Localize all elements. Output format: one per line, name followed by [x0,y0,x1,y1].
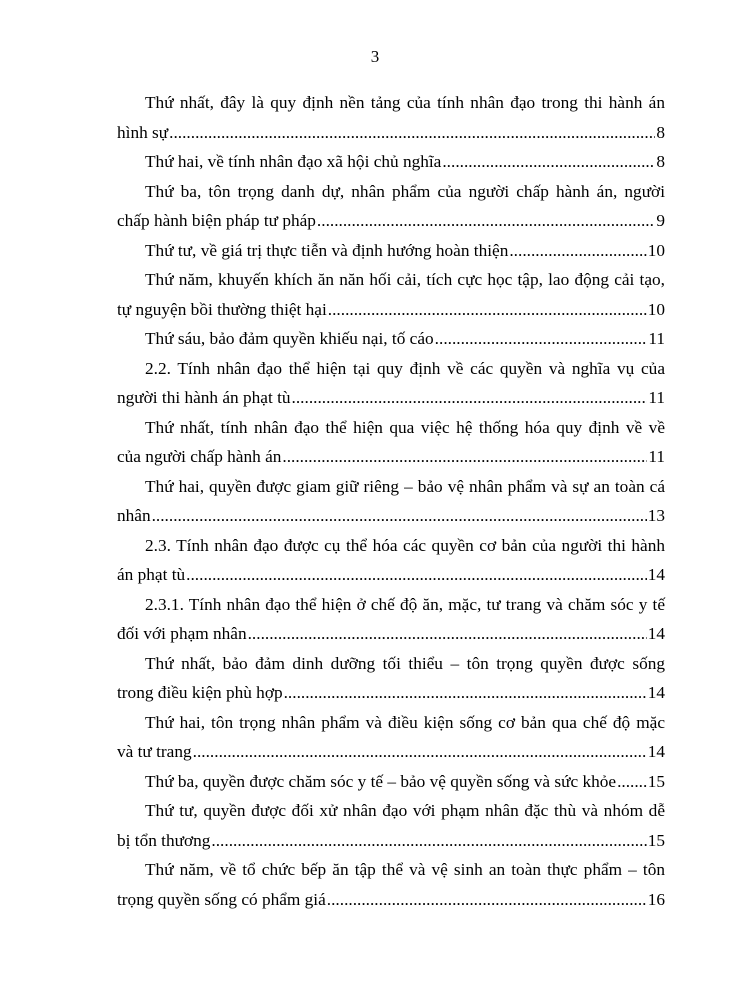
dot-leader [248,619,647,649]
toc-page-number: 15 [647,830,665,850]
toc-page-number: 11 [648,447,665,466]
toc-entry-text: Thứ sáu, bảo đảm quyền khiếu nại, tố cáo [145,329,434,348]
toc-entry-text: của người chấp hành án [117,447,282,466]
dot-leader [169,118,655,148]
toc-entry-text: 2.2. Tính nhân đạo thể hiện tại quy định về các quyền và nghĩa vụ của [145,358,665,378]
toc-page-number: 14 [647,624,665,643]
toc-entry-text: Thứ nhất, tính nhân đạo thể hiện qua việc hệ thống hóa quy định về về [145,417,665,437]
toc-entry-text: bị tổn thương [117,830,211,850]
toc-entry[interactable] [117,177,665,236]
toc-entry[interactable] [117,265,665,324]
dot-leader [435,324,648,354]
page-number: 3 [370,47,380,66]
toc-entry-text: hình sự [117,122,169,142]
dot-leader [211,826,646,856]
toc-page-number: 13 [647,506,665,525]
toc-entry[interactable] [117,796,665,855]
toc-entry[interactable] [117,413,665,472]
toc-entry-text: Thứ tư, về giá trị thực tiễn và định hướng hoàn thiện [145,240,509,260]
dot-leader [442,147,655,177]
toc-entry-text: 2.3.1. Tính nhân đạo thể hiện ở chế độ ăn, mặc, tư trang và chăm sóc y tế [145,594,665,614]
toc-entry-text: Thứ ba, tôn trọng danh dự, nhân phẩm của người chấp hành án, người [145,181,665,201]
toc-page-number: 14 [647,683,665,702]
toc-entry-text: trong điều kiện phù hợp [117,683,283,702]
toc-entry[interactable] [117,236,665,266]
toc-entry-text: Thứ năm, về tổ chức bếp ăn tập thể và vệ sinh an toàn thực phẩm – tôn [145,860,665,879]
toc-entry[interactable] [117,354,665,413]
dot-leader [152,501,647,531]
toc-page-number: 9 [656,211,665,230]
toc-entry-text: án phạt tù [117,565,186,584]
toc-entry-text: nhân [117,506,151,525]
toc-entry[interactable] [117,649,665,708]
toc-entry-text: tự nguyện bồi thường thiệt hại [117,299,327,319]
toc-entry-text: người thi hành án phạt tù [117,388,291,407]
toc-entry-text: và tư trang [117,742,192,761]
dot-leader [317,206,655,236]
toc-page-number: 15 [647,771,665,791]
dot-leader [186,560,647,590]
dot-leader [327,885,647,915]
dot-leader [328,295,647,325]
toc-entry-text: chấp hành biện pháp tư pháp [117,211,316,230]
dot-leader [292,383,648,413]
dot-leader [509,236,646,266]
toc-entry-text: Thứ nhất, bảo đảm dinh dưỡng tối thiểu – tôn trọng quyền được sống [145,653,665,673]
toc-entry[interactable] [117,767,665,797]
toc-entry-text: Thứ hai, quyền được giam giữ riêng – bảo vệ nhân phẩm và sự an toàn cá [145,476,665,496]
table-of-contents [117,88,665,914]
toc-entry-text: Thứ nhất, đây là quy định nền tảng của tính nhân đạo trong thi hành án [145,93,665,112]
dot-leader [284,678,647,708]
toc-page-number: 14 [647,565,665,584]
toc-entry[interactable] [117,855,665,914]
toc-entry-text: Thứ năm, khuyến khích ăn năn hối cải, tích cực học tập, lao động cải tạo, [145,270,665,289]
toc-page-number: 10 [647,240,665,260]
toc-entry[interactable] [117,472,665,531]
toc-entry[interactable] [117,324,665,354]
dot-leader [617,767,647,797]
toc-page-number: 11 [648,329,665,348]
dot-leader [282,442,647,472]
toc-page-number: 14 [647,742,665,761]
toc-entry[interactable] [117,147,665,177]
toc-entry-text: đối với phạm nhân [117,624,247,643]
toc-entry-text: Thứ hai, về tính nhân đạo xã hội chủ nghĩa [145,152,442,171]
toc-entry-text: 2.3. Tính nhân đạo được cụ thể hóa các quyền cơ bản của người thi hành [145,535,665,555]
toc-entry-text: Thứ hai, tôn trọng nhân phẩm và điều kiện sống cơ bản qua chế độ mặc [145,712,665,732]
toc-entry-text: Thứ ba, quyền được chăm sóc y tế – bảo vệ quyền sống và sức khỏe [145,771,617,791]
toc-entry-text: Thứ tư, quyền được đối xử nhân đạo với phạm nhân đặc thù và nhóm dễ [145,801,665,820]
dot-leader [193,737,647,767]
toc-entry-text: trọng quyền sống có phẩm giá [117,889,326,909]
toc-entry[interactable] [117,590,665,649]
toc-page-number: 11 [648,388,665,407]
toc-page-number: 10 [647,299,665,319]
toc-entry[interactable] [117,531,665,590]
toc-page-number: 8 [656,122,665,142]
toc-page-number: 16 [647,889,665,909]
toc-entry[interactable] [117,708,665,767]
toc-page-number: 8 [656,152,665,171]
toc-entry[interactable] [117,88,665,147]
